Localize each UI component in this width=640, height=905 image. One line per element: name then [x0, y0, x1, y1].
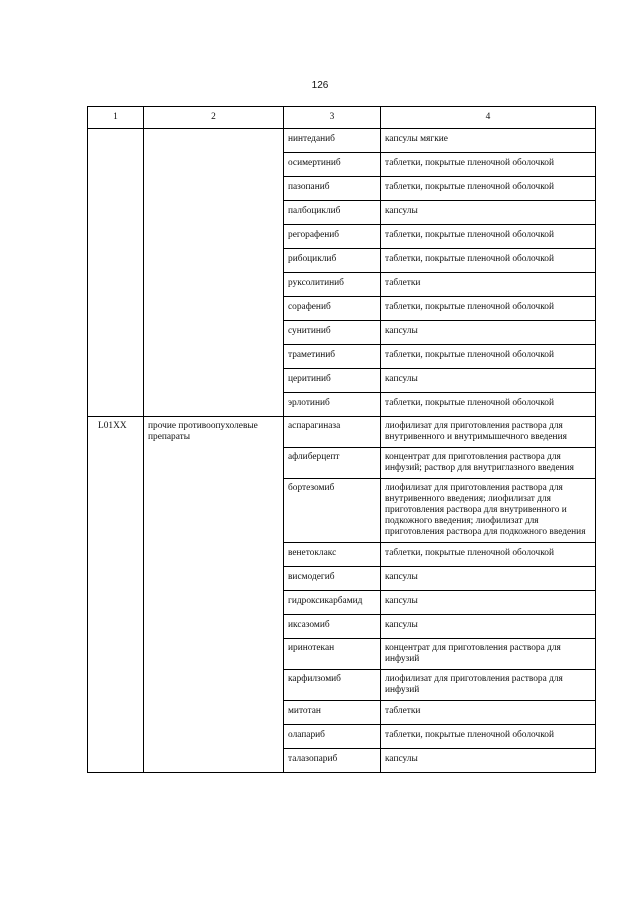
dosage-form-cell: капсулы	[381, 591, 596, 615]
drug-name-cell: пазопаниб	[284, 177, 381, 201]
drug-name-cell: осимертиниб	[284, 153, 381, 177]
dosage-form-cell: таблетки, покрытые пленочной оболочкой	[381, 177, 596, 201]
dosage-form-cell: капсулы	[381, 749, 596, 773]
drug-name-cell: иксазомиб	[284, 615, 381, 639]
drug-name-cell: афлиберцепт	[284, 448, 381, 479]
dosage-form-cell: таблетки, покрытые пленочной оболочкой	[381, 153, 596, 177]
atc-group-cell	[144, 129, 284, 417]
drug-name-cell: палбоциклиб	[284, 201, 381, 225]
dosage-form-cell: лиофилизат для приготовления раствора для внутривенного и внутримышечного введения	[381, 417, 596, 448]
drug-name-cell: регорафениб	[284, 225, 381, 249]
dosage-form-cell: таблетки, покрытые пленочной оболочкой	[381, 249, 596, 273]
drug-name-cell: траметиниб	[284, 345, 381, 369]
table-row	[88, 417, 596, 448]
dosage-form-cell: концентрат для приготовления раствора для инфузий; раствор для внутриглазного введения	[381, 448, 596, 479]
drug-name-cell: рибоциклиб	[284, 249, 381, 273]
atc-group-cell: прочие противоопухолевые препараты	[144, 417, 284, 773]
dosage-form-cell: таблетки, покрытые пленочной оболочкой	[381, 345, 596, 369]
dosage-form-cell: таблетки, покрытые пленочной оболочкой	[381, 297, 596, 321]
page-number: 126	[311, 80, 329, 91]
dosage-form-cell: концентрат для приготовления раствора для инфузий	[381, 639, 596, 670]
drug-name-cell: митотан	[284, 701, 381, 725]
drug-name-cell: олапариб	[284, 725, 381, 749]
dosage-form-cell: таблетки, покрытые пленочной оболочкой	[381, 725, 596, 749]
drug-name-cell: руксолитиниб	[284, 273, 381, 297]
dosage-form-cell: капсулы мягкие	[381, 129, 596, 153]
dosage-form-cell: лиофилизат для приготовления раствора для инфузий	[381, 670, 596, 701]
drug-name-cell: висмодегиб	[284, 567, 381, 591]
dosage-form-cell: лиофилизат для приготовления раствора для внутривенного введения; лиофилизат для приготовления раствора для внутривенного и подкожного введения; лиофилизат для приготовления раствора для подкожного введения	[381, 479, 596, 543]
drug-name-cell: нинтеданиб	[284, 129, 381, 153]
drug-name-cell: эрлотиниб	[284, 393, 381, 417]
dosage-form-cell: таблетки, покрытые пленочной оболочкой	[381, 225, 596, 249]
dosage-form-cell: таблетки, покрытые пленочной оболочкой	[381, 543, 596, 567]
drug-name-cell: талазопариб	[284, 749, 381, 773]
dosage-form-cell: таблетки	[381, 701, 596, 725]
header-row	[88, 107, 596, 129]
drug-name-cell: карфилзомиб	[284, 670, 381, 701]
drug-name-cell: венетоклакс	[284, 543, 381, 567]
dosage-form-cell: капсулы	[381, 321, 596, 345]
dosage-form-cell: таблетки	[381, 273, 596, 297]
dosage-form-cell: таблетки, покрытые пленочной оболочкой	[381, 393, 596, 417]
dosage-form-cell: капсулы	[381, 369, 596, 393]
dosage-form-cell: капсулы	[381, 615, 596, 639]
atc-code-cell	[88, 129, 144, 417]
header-col-2: 2	[144, 107, 284, 129]
drug-name-cell: аспарагиназа	[284, 417, 381, 448]
header-col-4: 4	[381, 107, 596, 129]
atc-code-cell: L01XX	[88, 417, 144, 773]
drug-name-cell: иринотекан	[284, 639, 381, 670]
dosage-form-cell: капсулы	[381, 201, 596, 225]
header-col-3: 3	[284, 107, 381, 129]
drug-name-cell: сорафениб	[284, 297, 381, 321]
header-col-1: 1	[88, 107, 144, 129]
drug-name-cell: гидроксикарбамид	[284, 591, 381, 615]
drug-name-cell: сунитиниб	[284, 321, 381, 345]
drug-table	[87, 106, 596, 773]
table-row	[88, 129, 596, 153]
dosage-form-cell: капсулы	[381, 567, 596, 591]
drug-name-cell: бортезомиб	[284, 479, 381, 543]
drug-name-cell: церитиниб	[284, 369, 381, 393]
